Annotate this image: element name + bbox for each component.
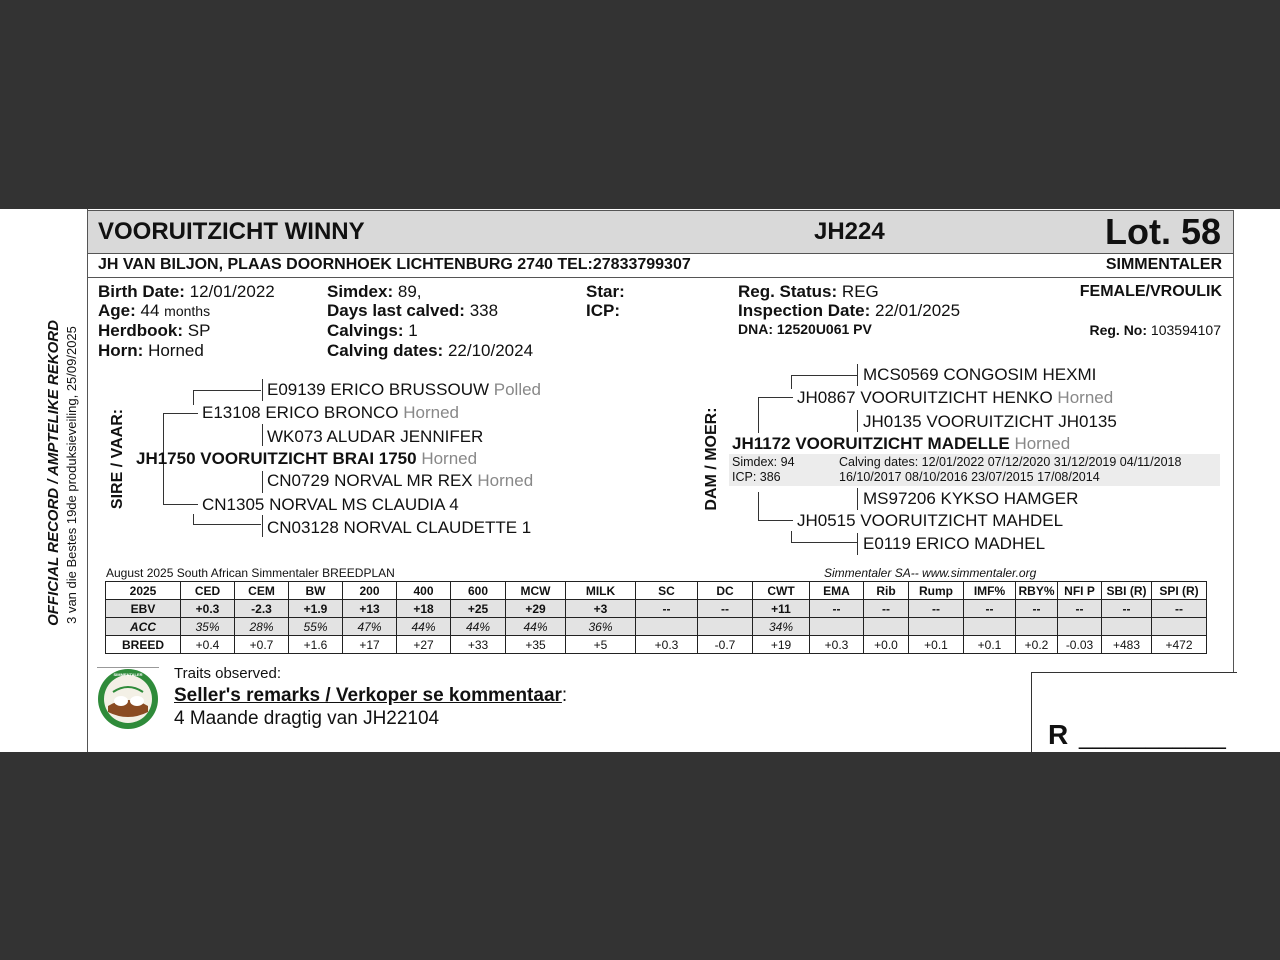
- acc-cell: [636, 618, 698, 636]
- birth-date: Birth Date: 12/01/2022: [98, 282, 275, 301]
- dam-calving-dates-1: Calving dates: 12/01/2022 07/12/2020 31/12/2019 04/11/2018: [839, 455, 1182, 469]
- sd-bracket-bot: [193, 524, 261, 525]
- breed-cell: +472: [1152, 636, 1207, 654]
- ebv-cell: +18: [397, 600, 451, 618]
- ebv-header-cell: Rib: [864, 582, 909, 600]
- ebv-header-cell: BW: [289, 582, 343, 600]
- calving-dates: Calving dates: 22/10/2024: [327, 341, 534, 360]
- ebv-header-cell: IMF%: [964, 582, 1016, 600]
- horn: Horn: Horned: [98, 341, 204, 360]
- lot-card: [0, 209, 1280, 752]
- acc-cell: 47%: [343, 618, 397, 636]
- breed-label: SIMMENTALER: [1105, 256, 1222, 273]
- acc-cell: 35%: [181, 618, 235, 636]
- acc-cell: 36%: [566, 618, 636, 636]
- ebv-table: [105, 581, 1207, 654]
- seller-remarks: 4 Maande dragtig van JH22104: [174, 708, 440, 729]
- acc-cell: 55%: [289, 618, 343, 636]
- ebv-row: [106, 600, 1207, 618]
- ebv-header-cell: CWT: [753, 582, 810, 600]
- dna: DNA: 12520U061 PV: [738, 321, 872, 337]
- acc-cell: 44%: [451, 618, 506, 636]
- breedplan-title: August 2025 South African Simmentaler BREEDPLAN: [106, 566, 395, 580]
- reg-no: Reg. No: 103594107: [1089, 322, 1221, 338]
- dam-bracket-top: [758, 397, 793, 398]
- breed-cell: +0.2: [1016, 636, 1058, 654]
- ebv-header-cell: 2025: [106, 582, 181, 600]
- ebv-cell: +11: [753, 600, 810, 618]
- age: Age: 44 months: [98, 301, 211, 320]
- ebv-header-cell: Rump: [909, 582, 964, 600]
- breed-cell: -0.7: [698, 636, 753, 654]
- dam-sire-dam: JH0135 VOORUITZICHT JH0135: [863, 412, 1117, 431]
- ebv-header-cell: MILK: [566, 582, 636, 600]
- header-band: [88, 210, 1234, 254]
- ebv-cell: +3: [566, 600, 636, 618]
- dam-info-panel: [729, 454, 1220, 486]
- seller-remarks-heading: Seller's remarks / Verkoper se kommentaar:: [174, 685, 568, 706]
- breed-row: [106, 636, 1207, 654]
- ebv-cell: EBV: [106, 600, 181, 618]
- breed-cell: +27: [397, 636, 451, 654]
- breed-cell: -0.03: [1058, 636, 1102, 654]
- ebv-header-cell: CEM: [235, 582, 289, 600]
- ds-bracket-v: [791, 375, 792, 389]
- ebv-cell: --: [1058, 600, 1102, 618]
- ebv-cell: +29: [506, 600, 566, 618]
- reg-status: Reg. Status: REG: [738, 282, 879, 301]
- sire-dam-dam: CN03128 NORVAL CLAUDETTE 1: [267, 518, 532, 537]
- acc-cell: [909, 618, 964, 636]
- ebv-cell: --: [964, 600, 1016, 618]
- logo-text: SIMMENTALER: [113, 672, 143, 677]
- breed-cell: +0.1: [909, 636, 964, 654]
- calvings: Calvings: 1: [327, 321, 418, 340]
- sire: JH1750 VOORUITZICHT BRAI 1750 Horned: [136, 449, 478, 468]
- breed-cell: +17: [343, 636, 397, 654]
- dam-sire-sire: MCS0569 CONGOSIM HEXMI: [863, 365, 1097, 384]
- right-border: [1233, 277, 1234, 672]
- official-record-label: OFFICIAL RECORD / AMPTELIKE REKORD: [45, 320, 62, 626]
- simmentaler-logo-icon: [97, 668, 159, 730]
- breed-cell: +5: [566, 636, 636, 654]
- breed-cell: +1.6: [289, 636, 343, 654]
- ebv-cell: +13: [343, 600, 397, 618]
- ebv-cell: --: [909, 600, 964, 618]
- acc-cell: ACC: [106, 618, 181, 636]
- ebv-header-cell: SC: [636, 582, 698, 600]
- ebv-cell: --: [864, 600, 909, 618]
- ebv-header-cell: RBY%: [1016, 582, 1058, 600]
- ebv-header-cell: 600: [451, 582, 506, 600]
- ss-vert: [262, 379, 263, 401]
- dam-dam: JH0515 VOORUITZICHT MAHDEL: [797, 511, 1064, 530]
- ss-bracket-top: [193, 390, 261, 391]
- dam-bracket-bot: [758, 520, 793, 521]
- animal-name: VOORUITZICHT WINNY: [98, 218, 365, 245]
- dd-vert: [857, 488, 858, 510]
- days-last-calved: Days last calved: 338: [327, 301, 499, 320]
- star-label: Star:: [586, 282, 625, 301]
- ds-vert: [857, 364, 858, 386]
- dd-vert2: [857, 533, 858, 555]
- sd-vert2: [262, 515, 263, 537]
- inspection-date: Inspection Date: 22/01/2025: [738, 301, 961, 320]
- ebv-cell: --: [1016, 600, 1058, 618]
- sd-vert: [262, 471, 263, 493]
- traits-observed: Traits observed:: [174, 665, 281, 682]
- breed-cell: +0.4: [181, 636, 235, 654]
- ebv-header-cell: NFI P: [1058, 582, 1102, 600]
- sire-sire: E13108 ERICO BRONCO Horned: [202, 403, 460, 422]
- sex-label: FEMALE/VROULIK: [1079, 283, 1222, 300]
- breed-cell: +0.1: [964, 636, 1016, 654]
- dam-dam-dam: E0119 ERICO MADHEL: [863, 534, 1046, 553]
- ebv-cell: +1.9: [289, 600, 343, 618]
- sire-bracket-bot: [163, 504, 198, 505]
- acc-cell: 28%: [235, 618, 289, 636]
- breed-cell: +33: [451, 636, 506, 654]
- acc-cell: 34%: [753, 618, 810, 636]
- dam: JH1172 VOORUITZICHT MADELLE Horned: [732, 434, 1071, 453]
- dam-sire: JH0867 VOORUITZICHT HENKO Horned: [797, 388, 1114, 407]
- owner-line: JH VAN BILJON, PLAAS DOORNHOEK LICHTENBURG 2740 TEL:27833799307: [98, 256, 691, 273]
- dam-dam-sire: MS97206 KYKSO HAMGER: [863, 489, 1079, 508]
- acc-cell: [1102, 618, 1152, 636]
- simdex: Simdex: 89,: [327, 282, 422, 301]
- dd-bracket-bot: [791, 542, 857, 543]
- ebv-header-cell: CED: [181, 582, 235, 600]
- ss-vert2: [262, 424, 263, 446]
- acc-cell: [810, 618, 864, 636]
- breed-cell: +0.3: [636, 636, 698, 654]
- acc-cell: [1016, 618, 1058, 636]
- breed-cell: BREED: [106, 636, 181, 654]
- sd-bracket-v: [193, 514, 194, 524]
- ebv-header-cell: MCW: [506, 582, 566, 600]
- acc-cell: 44%: [397, 618, 451, 636]
- price-box: [1031, 672, 1237, 752]
- breed-cell: +35: [506, 636, 566, 654]
- ds-vert2: [857, 410, 858, 432]
- acc-cell: 44%: [506, 618, 566, 636]
- breed-cell: +0.0: [864, 636, 909, 654]
- ebv-header-cell: SPI (R): [1152, 582, 1207, 600]
- dam-bracket-v2: [758, 492, 759, 520]
- sire-label: SIRE / VAAR:: [109, 408, 126, 510]
- acc-cell: [964, 618, 1016, 636]
- ebv-cell: +25: [451, 600, 506, 618]
- ebv-cell: --: [636, 600, 698, 618]
- sire-sire-dam: WK073 ALUDAR JENNIFER: [267, 427, 484, 446]
- breed-cell: +0.3: [810, 636, 864, 654]
- acc-cell: [864, 618, 909, 636]
- sire-bracket-top: [163, 413, 198, 414]
- ss-bracket-v: [193, 390, 194, 405]
- sidebar: [0, 209, 88, 752]
- ds-bracket-top: [791, 375, 857, 376]
- ebv-cell: -2.3: [235, 600, 289, 618]
- icp-label: ICP:: [586, 301, 620, 320]
- ebv-cell: --: [1102, 600, 1152, 618]
- breed-cell: +0.7: [235, 636, 289, 654]
- price-prefix: R: [1048, 719, 1069, 750]
- herdbook: Herdbook: SP: [98, 321, 211, 340]
- ebv-cell: --: [698, 600, 753, 618]
- breed-cell: +19: [753, 636, 810, 654]
- animal-id: JH224: [814, 218, 885, 245]
- sire-dam-sire: CN0729 NORVAL MR REX Horned: [267, 471, 534, 490]
- sire-sire-sire: E09139 ERICO BRUSSOUW Polled: [267, 380, 542, 399]
- lot-number: Lot. 58: [1104, 211, 1221, 252]
- dam-icp: ICP: 386: [732, 470, 781, 484]
- ebv-cell: +0.3: [181, 600, 235, 618]
- acc-row: [106, 618, 1207, 636]
- event-label: 3 van die Bestes 19de produksieveiling, 25/09/2025: [64, 326, 79, 624]
- sire-dam: CN1305 NORVAL MS CLAUDIA 4: [202, 495, 459, 514]
- dam-calving-dates-2: 16/10/2017 08/10/2016 23/07/2015 17/08/2014: [839, 470, 1100, 484]
- acc-cell: [698, 618, 753, 636]
- ss-low: [262, 424, 263, 425]
- breed-cell: +483: [1102, 636, 1152, 654]
- ebv-header-cell: 400: [397, 582, 451, 600]
- dam-simdex: Simdex: 94: [732, 455, 795, 469]
- dam-label: DAM / MOER:: [703, 407, 720, 511]
- dam-bracket-v1: [758, 397, 759, 433]
- ebv-header-cell: DC: [698, 582, 753, 600]
- ebv-header-cell: SBI (R): [1102, 582, 1152, 600]
- ebv-cell: --: [810, 600, 864, 618]
- acc-cell: [1152, 618, 1207, 636]
- ebv-header-row: [106, 582, 1207, 600]
- ebv-header-cell: EMA: [810, 582, 864, 600]
- ebv-header-cell: 200: [343, 582, 397, 600]
- breedplan-source: Simmentaler SA-- www.simmentaler.org: [824, 566, 1037, 580]
- acc-cell: [1058, 618, 1102, 636]
- owner-row: [88, 253, 1234, 278]
- price-blank: ___________: [1079, 723, 1226, 750]
- ebv-cell: --: [1152, 600, 1207, 618]
